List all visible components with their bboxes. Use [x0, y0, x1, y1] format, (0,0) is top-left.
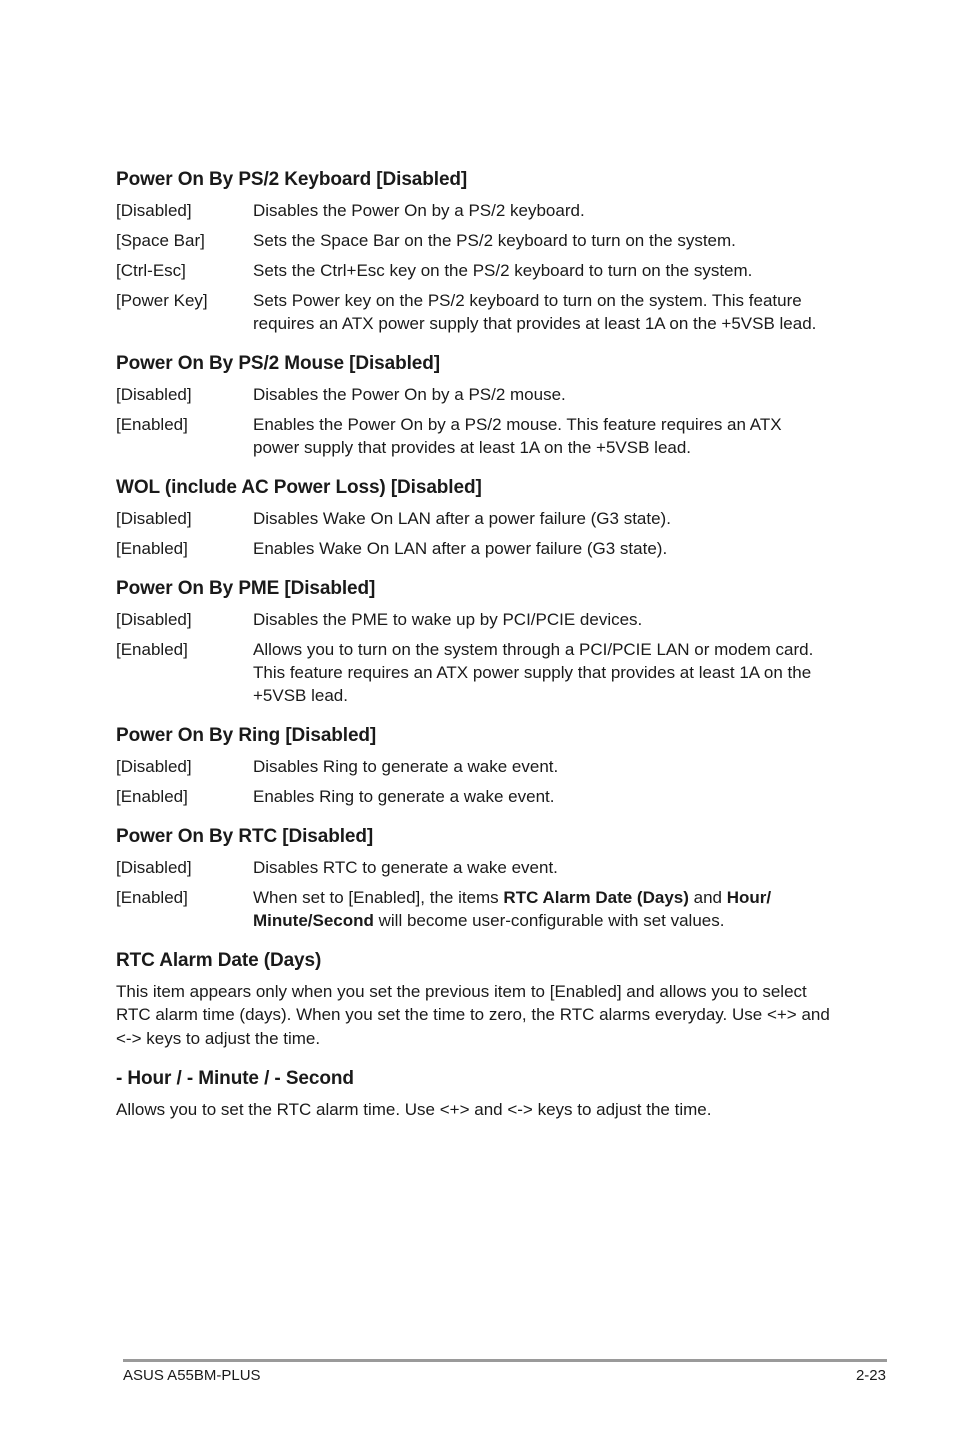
option-row: [116, 259, 832, 282]
option-row: [116, 856, 832, 879]
option-desc: Disables the Power On by a PS/2 keyboard.: [253, 201, 585, 220]
section-title: RTC Alarm Date (Days): [116, 950, 322, 971]
option-row: [116, 638, 832, 707]
section-paragraph: Allows you to set the RTC alarm time. Use <+> and <-> keys to adjust the time.: [116, 1100, 712, 1120]
option-key: [Disabled]: [116, 385, 192, 404]
section-ring: [116, 724, 832, 808]
option-row: [116, 289, 832, 335]
section-title: Power On By RTC [Disabled]: [116, 826, 374, 847]
section-title: Power On By PS/2 Keyboard [Disabled]: [116, 169, 468, 190]
desc-text: will become user-configurable with set values.: [373, 911, 725, 930]
option-key: [Power Key]: [116, 291, 208, 310]
desc-bold-term: Hour/ Minute/Second: [253, 888, 772, 930]
option-desc: Enables the Power On by a PS/2 mouse. This feature requires an ATX power supply that provides at least 1A on the +5VSB lead.: [253, 415, 782, 457]
option-row: [116, 383, 832, 406]
option-key: [Disabled]: [116, 201, 192, 220]
section-ps2-mouse: [116, 352, 832, 459]
option-key: [Enabled]: [116, 415, 188, 434]
section-title: Power On By Ring [Disabled]: [116, 725, 377, 746]
section-rtc: [116, 825, 832, 932]
option-desc: [253, 886, 832, 932]
section-ps2-keyboard: [116, 168, 832, 335]
section-wol: [116, 476, 832, 560]
section-title: - Hour / - Minute / - Second: [116, 1068, 354, 1090]
section-paragraph: This item appears only when you set the previous item to [Enabled] and allows you to select RTC alarm time (days). When you set the time to zero, the RTC alarms everyday. Use <+> and <-> keys to adjust the time.: [116, 982, 830, 1048]
option-key: [Disabled]: [116, 757, 192, 776]
footer-page-number: 2-23: [855, 1367, 886, 1384]
section-rtc-alarm-date: [116, 949, 832, 1050]
option-key: [Enabled]: [116, 539, 188, 558]
option-desc: Sets Power key on the PS/2 keyboard to turn on the system. This feature requires an ATX power supply that provides at least 1A on the +5VSB lead.: [253, 291, 817, 333]
option-desc: Disables RTC to generate a wake event.: [253, 858, 558, 877]
option-row: [116, 886, 832, 932]
option-row: [116, 413, 832, 459]
option-desc: Sets the Space Bar on the PS/2 keyboard to turn on the system.: [253, 231, 736, 250]
option-key: [Enabled]: [116, 888, 188, 907]
option-key: [Space Bar]: [116, 231, 205, 250]
option-desc: Allows you to turn on the system through a PCI/PCIE LAN or modem card. This feature requires an ATX power supply that provides at least 1A on the +5VSB lead.: [253, 640, 814, 705]
section-hour-minute-second: [116, 1067, 832, 1121]
option-desc: Disables the Power On by a PS/2 mouse.: [253, 385, 566, 404]
option-desc: Sets the Ctrl+Esc key on the PS/2 keyboard to turn on the system.: [253, 261, 753, 280]
document-body: [116, 168, 832, 1138]
desc-bold-term: RTC Alarm Date (Days): [503, 888, 689, 907]
option-row: [116, 608, 832, 631]
option-key: [Ctrl-Esc]: [116, 261, 186, 280]
section-title: Power On By PME [Disabled]: [116, 578, 376, 599]
desc-text: and: [688, 888, 727, 907]
option-key: [Disabled]: [116, 858, 192, 877]
desc-text: When set to [Enabled], the items: [253, 888, 504, 907]
option-desc: Enables Wake On LAN after a power failure (G3 state).: [253, 539, 668, 558]
option-desc: Disables the PME to wake up by PCI/PCIE devices.: [253, 610, 643, 629]
option-key: [Disabled]: [116, 509, 192, 528]
option-row: [116, 537, 832, 560]
option-row: [116, 755, 832, 778]
option-key: [Enabled]: [116, 640, 188, 659]
option-row: [116, 199, 832, 222]
option-desc: Enables Ring to generate a wake event.: [253, 787, 555, 806]
option-row: [116, 229, 832, 252]
section-title: WOL (include AC Power Loss) [Disabled]: [116, 477, 482, 498]
option-key: [Enabled]: [116, 787, 188, 806]
section-title: Power On By PS/2 Mouse [Disabled]: [116, 353, 440, 374]
option-desc: Disables Wake On LAN after a power failure (G3 state).: [253, 509, 671, 528]
option-key: [Disabled]: [116, 610, 192, 629]
option-row: [116, 785, 832, 808]
section-pme: [116, 577, 832, 707]
option-desc: Disables Ring to generate a wake event.: [253, 757, 559, 776]
footer-rule: [123, 1359, 887, 1362]
footer-model: ASUS A55BM-PLUS: [123, 1367, 261, 1384]
option-row: [116, 507, 832, 530]
